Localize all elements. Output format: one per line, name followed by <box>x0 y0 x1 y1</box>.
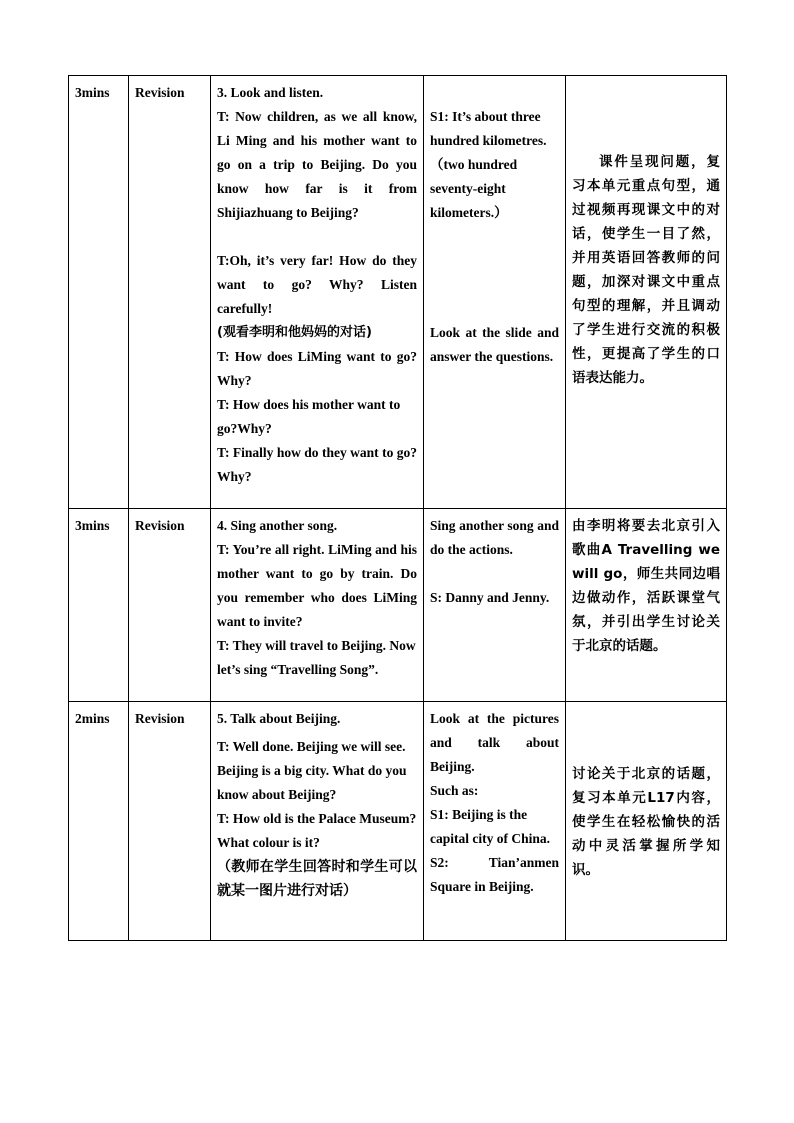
stage-cell: Revision <box>129 509 211 702</box>
teacher-line: T: How does his mother want to go?Why? <box>217 397 401 436</box>
teacher-line: T: Finally how do they want to go? Why? <box>217 445 417 484</box>
student-line: S2: Tian’anmen Square in Beijing. <box>430 855 559 894</box>
student-activity-cell <box>424 702 566 941</box>
design-intent-text: 课件呈现问题，复习本单元重点句型，通过视频再现课文中的对话，使学生一目了然，并用英语回答教师的问题，加深对课文中重点句型的理解，并且调动了学生进行交流的积极性，更提高了学生的口语表达能力。 <box>572 154 720 386</box>
chinese-instruction: （教师在学生回答时和学生可以就某一图片进行对话） <box>217 859 417 899</box>
design-intent-cell <box>566 702 727 941</box>
design-intent-text: 由李明将要去北京引入歌曲A Travelling we will go，师生共同边唱边做动作，活跃课堂气氛，并引出学生讨论关于北京的话题。 <box>572 518 720 654</box>
table-row <box>69 702 727 941</box>
teacher-line: T: How does LiMing want to go? Why? <box>217 349 417 388</box>
time-cell: 3mins <box>69 509 129 702</box>
time-cell: 2mins <box>69 702 129 941</box>
lesson-plan-table <box>68 75 727 941</box>
lesson-plan-page <box>68 75 726 941</box>
student-line: S1: It’s about three hundred kilometres.（two hundred seventy-eight kilometers.） <box>430 109 547 220</box>
design-intent-cell <box>566 509 727 702</box>
student-activity-cell <box>424 509 566 702</box>
table-row <box>69 76 727 509</box>
student-line: S1: Beijing is the capital city of China. <box>430 807 550 846</box>
design-intent-text: 讨论关于北京的话题，复习本单元L17内容，使学生在轻松愉快的活动中灵活掌握所学知识。 <box>572 765 720 878</box>
teacher-line: T: Well done. Beijing we will see. Beijing is a big city. What do you know about Beijing? <box>217 739 407 802</box>
teaching-process-cell <box>211 702 424 941</box>
student-line: Sing another song and do the actions. <box>430 518 559 557</box>
teacher-line: T: You’re all right. LiMing and his mother want to go by train. Do you remember who does LiMing want to invite? <box>217 542 417 629</box>
teacher-line: T: Now children, as we all know, Li Ming and his mother want to go on a trip to Beijing. Do you know how far is it from Shijiazhuang to Beijing? <box>217 109 417 220</box>
step-heading: 4. Sing another song. <box>217 518 338 533</box>
step-heading: 3. Look and listen. <box>217 85 324 100</box>
student-line: S: Danny and Jenny. <box>430 590 550 605</box>
student-line: Look at the slide and answer the questions. <box>430 325 559 364</box>
student-line: Look at the pictures and talk about Beijing. <box>430 711 559 774</box>
table-row <box>69 509 727 702</box>
chinese-instruction: (观看李明和他妈妈的对话) <box>217 325 372 340</box>
student-line: Such as: <box>430 783 479 798</box>
step-heading: 5. Talk about Beijing. <box>217 711 341 726</box>
design-intent-cell <box>566 76 727 509</box>
blank-line <box>430 225 559 321</box>
stage-cell: Revision <box>129 702 211 941</box>
teacher-line: T: How old is the Palace Museum? What colour is it? <box>217 811 417 850</box>
teaching-process-cell <box>211 509 424 702</box>
teacher-line: T: They will travel to Beijing. Now let’s sing “Travelling Song”. <box>217 638 416 677</box>
teacher-line: T:Oh, it’s very far! How do they want to go? Why? Listen carefully! <box>217 253 417 316</box>
blank-line <box>430 562 559 586</box>
student-activity-cell <box>424 76 566 509</box>
time-cell: 3mins <box>69 76 129 509</box>
stage-cell: Revision <box>129 76 211 509</box>
blank-line <box>217 225 417 249</box>
teaching-process-cell <box>211 76 424 509</box>
